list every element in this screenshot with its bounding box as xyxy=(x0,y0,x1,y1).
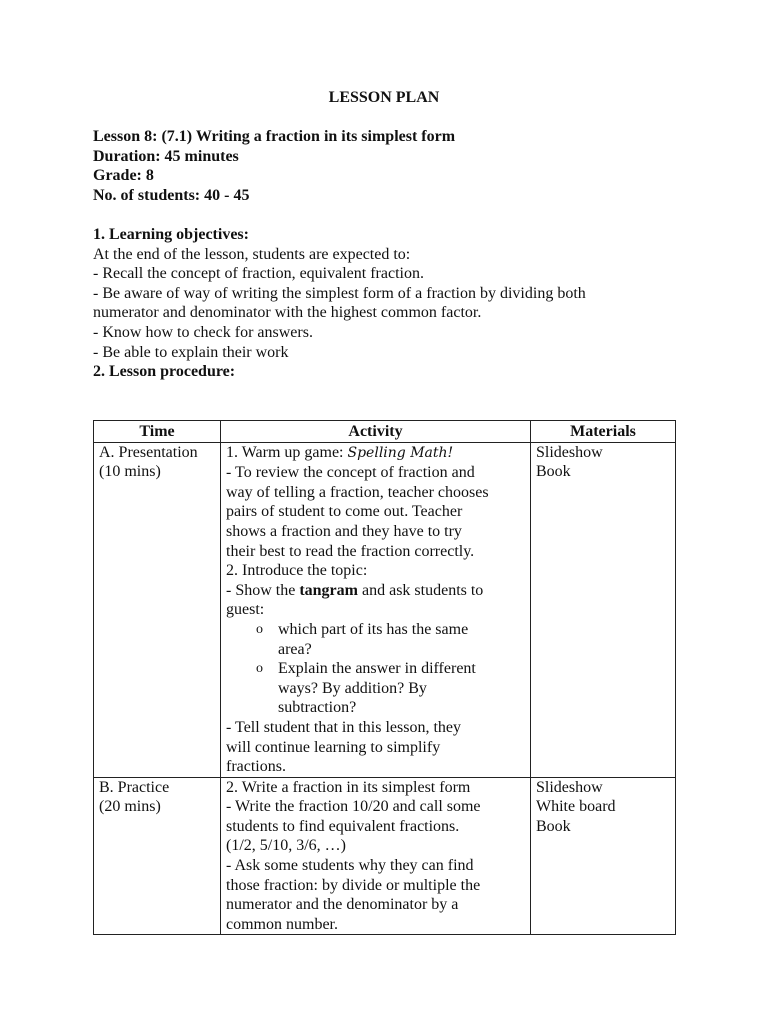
activity-line: - To review the concept of fraction and xyxy=(226,464,475,482)
tangram-term: tangram xyxy=(299,581,358,599)
activity-line: - Tell student that in this lesson, they xyxy=(226,718,462,736)
header-activity: Activity xyxy=(221,421,531,443)
time-duration: (20 mins) xyxy=(99,798,161,816)
activity-line: their best to read the fraction correctly. xyxy=(226,542,475,560)
objective-line: - Be able to explain their work xyxy=(93,343,289,361)
objective-line: - Know how to check for answers. xyxy=(93,323,313,341)
document-title: LESSON PLAN xyxy=(328,89,440,106)
lesson-meta xyxy=(93,127,455,205)
sub-bullet-line: Explain the answer in different xyxy=(278,660,476,678)
sub-bullet-line: area? xyxy=(278,640,312,658)
activity-line: - Ask some students why they can find xyxy=(226,857,474,875)
header-materials: Materials xyxy=(531,421,676,443)
activity-line: - Write the fraction 10/20 and call some xyxy=(226,798,481,816)
show-prefix: - Show the xyxy=(226,581,300,599)
activity-line: numerator and the denominator by a xyxy=(226,896,459,914)
table-header-row xyxy=(94,421,676,443)
material-item: White board xyxy=(536,798,616,816)
duration-line: Duration: 45 minutes xyxy=(93,147,239,165)
grade-line: Grade: 8 xyxy=(93,167,154,185)
sub-bullet-line: which part of its has the same xyxy=(278,620,469,638)
activity-line: students to find equivalent fractions. xyxy=(226,817,460,835)
material-item: Slideshow xyxy=(536,778,603,796)
objective-line: numerator and denominator with the highest common factor. xyxy=(93,304,482,322)
activity-line: those fraction: by divide or multiple the xyxy=(226,876,481,894)
material-item: Book xyxy=(536,817,571,835)
lesson-line xyxy=(93,127,455,147)
circle-bullet-icon: o xyxy=(256,621,263,637)
activity-line: pairs of student to come out. Teacher xyxy=(226,503,463,521)
materials-cell xyxy=(531,777,676,935)
objective-line: - Recall the concept of fraction, equivalent fraction. xyxy=(93,265,424,283)
time-stage: B. Practice xyxy=(99,778,170,796)
activity-line: guest: xyxy=(226,601,265,619)
activity-line: 2. Write a fraction in its simplest form xyxy=(226,778,471,796)
material-item: Book xyxy=(536,463,571,481)
activity-line: (1/2, 5/10, 3/6, …) xyxy=(226,837,346,855)
show-suffix: and ask students to xyxy=(357,581,484,599)
activity-line: way of telling a fraction, teacher chooses xyxy=(226,483,489,501)
objective-line: At the end of the lesson, students are expected to: xyxy=(93,245,411,263)
activity-cell xyxy=(221,442,531,777)
time-cell xyxy=(94,777,221,935)
lesson-label: Lesson 8: xyxy=(93,128,158,145)
table-row xyxy=(94,777,676,935)
sub-bullet-item xyxy=(226,620,525,659)
intro-line: 2. Introduce the topic: xyxy=(226,562,368,580)
activity-line: will continue learning to simplify xyxy=(226,738,441,756)
lesson-text: (7.1) Writing a fraction in its simplest form xyxy=(161,128,456,145)
activity-cell xyxy=(221,777,531,935)
time-duration: (10 mins) xyxy=(99,463,161,481)
materials-cell xyxy=(531,442,676,777)
warmup-line xyxy=(226,443,525,464)
table-row xyxy=(94,442,676,777)
sub-bullet-line: ways? By addition? By xyxy=(278,679,427,697)
sub-bullet-item xyxy=(226,659,525,718)
circle-bullet-icon: o xyxy=(256,661,263,677)
lesson-procedure-table xyxy=(93,420,676,935)
time-stage: A. Presentation xyxy=(99,443,198,461)
time-cell xyxy=(94,442,221,777)
sub-bullet-line: subtraction? xyxy=(278,699,357,717)
objectives-section xyxy=(93,225,683,382)
warmup-game: Spelling Math! xyxy=(347,444,454,461)
material-item: Slideshow xyxy=(536,443,603,461)
objective-line: - Be aware of way of writing the simplest form of a fraction by dividing both xyxy=(93,284,586,302)
objectives-heading: 1. Learning objectives: xyxy=(93,226,249,243)
procedure-heading: 2. Lesson procedure: xyxy=(93,363,236,381)
show-tangram-line xyxy=(226,581,525,601)
students-line: No. of students: 40 - 45 xyxy=(93,186,250,204)
header-time: Time xyxy=(94,421,221,443)
activity-line: shows a fraction and they have to try xyxy=(226,522,462,540)
activity-line: common number. xyxy=(226,915,338,933)
activity-line: fractions. xyxy=(226,758,286,776)
warmup-prefix: 1. Warm up game: xyxy=(226,443,348,461)
